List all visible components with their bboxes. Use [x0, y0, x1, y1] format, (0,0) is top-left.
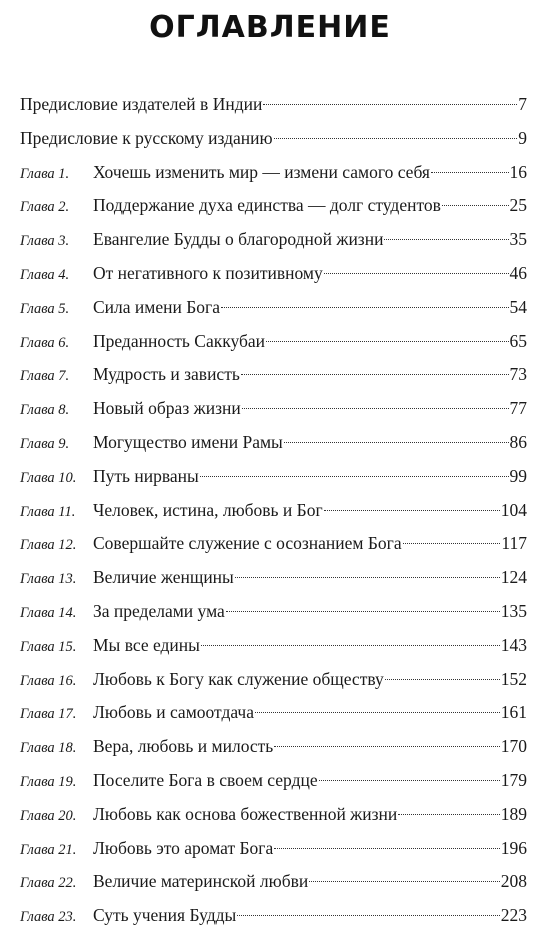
- entry-title: Преданность Саккубаи: [93, 330, 266, 351]
- entry-title: Любовь это аромат Бога: [93, 837, 274, 858]
- toc-entry[interactable]: [20, 798, 527, 832]
- toc-entry[interactable]: [20, 730, 527, 764]
- toc-entry[interactable]: [20, 663, 527, 697]
- page-number: 196: [500, 837, 527, 858]
- page-number: 16: [509, 161, 527, 182]
- toc-entry[interactable]: [20, 595, 527, 629]
- entry-title: Любовь и самоотдача: [93, 702, 255, 723]
- entry-title: Евангелие Будды о благородной жизни: [93, 229, 384, 250]
- page-number: 73: [509, 364, 527, 385]
- page-number: 54: [509, 296, 527, 317]
- chapter-label: Глава 20.: [20, 807, 77, 824]
- page-number: 189: [500, 803, 527, 824]
- page-number: 143: [500, 634, 527, 655]
- entry-title: Совершайте служение с осознанием Бога: [93, 533, 402, 554]
- entry-title: За пределами ума: [93, 600, 225, 621]
- entry-title: Путь нирваны: [93, 465, 199, 486]
- table-of-contents: [20, 88, 527, 933]
- chapter-label: Глава 13.: [20, 571, 77, 588]
- chapter-label: Глава 9.: [20, 435, 70, 452]
- dot-leader: [226, 611, 500, 612]
- chapter-label: Глава 17.: [20, 706, 77, 723]
- chapter-label: Глава 18.: [20, 740, 77, 757]
- page-number: 65: [509, 330, 527, 351]
- dot-leader: [242, 408, 509, 409]
- toc-entry[interactable]: [20, 899, 527, 933]
- page-number: 46: [509, 262, 527, 283]
- dot-leader: [237, 915, 499, 916]
- page-number: 223: [500, 905, 527, 926]
- dot-leader: [235, 577, 500, 578]
- dot-leader: [201, 645, 500, 646]
- page-number: 99: [509, 465, 527, 486]
- chapter-label: Глава 23.: [20, 909, 77, 926]
- dot-leader: [384, 239, 508, 240]
- page-number: 7: [518, 94, 527, 114]
- toc-entry[interactable]: [20, 392, 527, 426]
- toc-entry[interactable]: [20, 291, 527, 325]
- dot-leader: [266, 341, 508, 342]
- toc-entry[interactable]: [20, 629, 527, 663]
- chapter-label: Глава 1.: [20, 165, 70, 182]
- entry-title: Человек, истина, любовь и Бог: [93, 499, 323, 520]
- toc-entry[interactable]: [20, 122, 527, 156]
- toc-entry[interactable]: [20, 189, 527, 223]
- toc-entry[interactable]: [20, 257, 527, 291]
- entry-title: Вера, любовь и милость: [93, 736, 274, 757]
- toc-entry[interactable]: [20, 561, 527, 595]
- page-number: 35: [509, 229, 527, 250]
- toc-entry[interactable]: [20, 426, 527, 460]
- page-number: 135: [500, 600, 527, 621]
- dot-leader: [309, 881, 500, 882]
- entry-title: От негативного к позитивному: [93, 262, 323, 283]
- dot-leader: [319, 780, 500, 781]
- dot-leader: [403, 543, 501, 544]
- dot-leader: [431, 172, 509, 173]
- page-number: 9: [518, 127, 527, 148]
- toc-entry[interactable]: [20, 325, 527, 359]
- page-number: 170: [500, 736, 527, 757]
- dot-leader: [255, 712, 500, 713]
- entry-title: Могущество имени Рамы: [93, 431, 283, 452]
- page-number: 161: [500, 702, 527, 723]
- chapter-label: Глава 12.: [20, 537, 77, 554]
- page-number: 25: [509, 195, 527, 216]
- entry-title: Сила имени Бога: [93, 296, 220, 317]
- toc-entry[interactable]: [20, 460, 527, 494]
- chapter-label: Глава 4.: [20, 266, 70, 283]
- toc-entry[interactable]: [20, 358, 527, 392]
- toc-entry[interactable]: [20, 156, 527, 190]
- dot-leader: [241, 374, 509, 375]
- chapter-label: Глава 22.: [20, 875, 77, 892]
- dot-leader: [263, 104, 517, 105]
- dot-leader: [324, 273, 509, 274]
- entry-title: Любовь к Богу как служение обществу: [93, 668, 384, 689]
- page-number: 124: [500, 567, 527, 588]
- chapter-label: Глава 7.: [20, 368, 70, 385]
- chapter-label: Глава 2.: [20, 199, 70, 216]
- chapter-label: Глава 11.: [20, 503, 76, 520]
- toc-entry[interactable]: [20, 88, 527, 122]
- chapter-label: Глава 3.: [20, 233, 70, 250]
- toc-entry[interactable]: [20, 832, 527, 866]
- entry-title: Мы все едины: [93, 634, 200, 655]
- chapter-label: Глава 5.: [20, 300, 70, 317]
- entry-title: Хочешь изменить мир — измени самого себя: [93, 161, 430, 182]
- entry-title: Новый образ жизни: [93, 398, 241, 419]
- chapter-label: Глава 21.: [20, 841, 77, 858]
- dot-leader: [385, 679, 500, 680]
- page-number: 104: [500, 499, 527, 520]
- toc-entry[interactable]: [20, 527, 527, 561]
- chapter-label: Глава 15.: [20, 638, 77, 655]
- dot-leader: [200, 476, 509, 477]
- dot-leader: [284, 442, 509, 443]
- dot-leader: [274, 746, 499, 747]
- chapter-label: Глава 6.: [20, 334, 70, 351]
- dot-leader: [324, 510, 500, 511]
- chapter-label: Глава 14.: [20, 604, 77, 621]
- dot-leader: [274, 848, 500, 849]
- page-number: 179: [500, 769, 527, 790]
- entry-title: Поселите Бога в своем сердце: [93, 769, 318, 790]
- dot-leader: [274, 138, 518, 139]
- page-number: 208: [500, 871, 527, 892]
- entry-title: Суть учения Будды: [93, 905, 237, 926]
- chapter-label: Глава 8.: [20, 402, 70, 419]
- toc-entry[interactable]: [20, 696, 527, 730]
- entry-title: Величие материнской любви: [93, 871, 309, 892]
- entry-title: Мудрость и зависть: [93, 364, 240, 385]
- page-number: 152: [500, 668, 527, 689]
- toc-entry[interactable]: [20, 764, 527, 798]
- dot-leader: [442, 205, 509, 206]
- entry-title: Любовь как основа божественной жизни: [93, 803, 398, 824]
- entry-title: Предисловие к русскому изданию: [20, 127, 273, 148]
- entry-title: Предисловие издателей в Индии: [20, 94, 263, 114]
- page-number: 117: [501, 533, 527, 554]
- page-title: ОГЛАВЛЕНИЕ: [149, 10, 391, 45]
- toc-entry[interactable]: [20, 865, 527, 899]
- toc-entry[interactable]: [20, 223, 527, 257]
- chapter-label: Глава 10.: [20, 469, 77, 486]
- page-number: 86: [509, 431, 527, 452]
- dot-leader: [221, 307, 509, 308]
- page-number: 77: [509, 398, 527, 419]
- dot-leader: [398, 814, 499, 815]
- toc-entry[interactable]: [20, 494, 527, 528]
- entry-title: Величие женщины: [93, 567, 234, 588]
- chapter-label: Глава 16.: [20, 672, 77, 689]
- entry-title: Поддержание духа единства — долг студентов: [93, 195, 441, 216]
- chapter-label: Глава 19.: [20, 773, 77, 790]
